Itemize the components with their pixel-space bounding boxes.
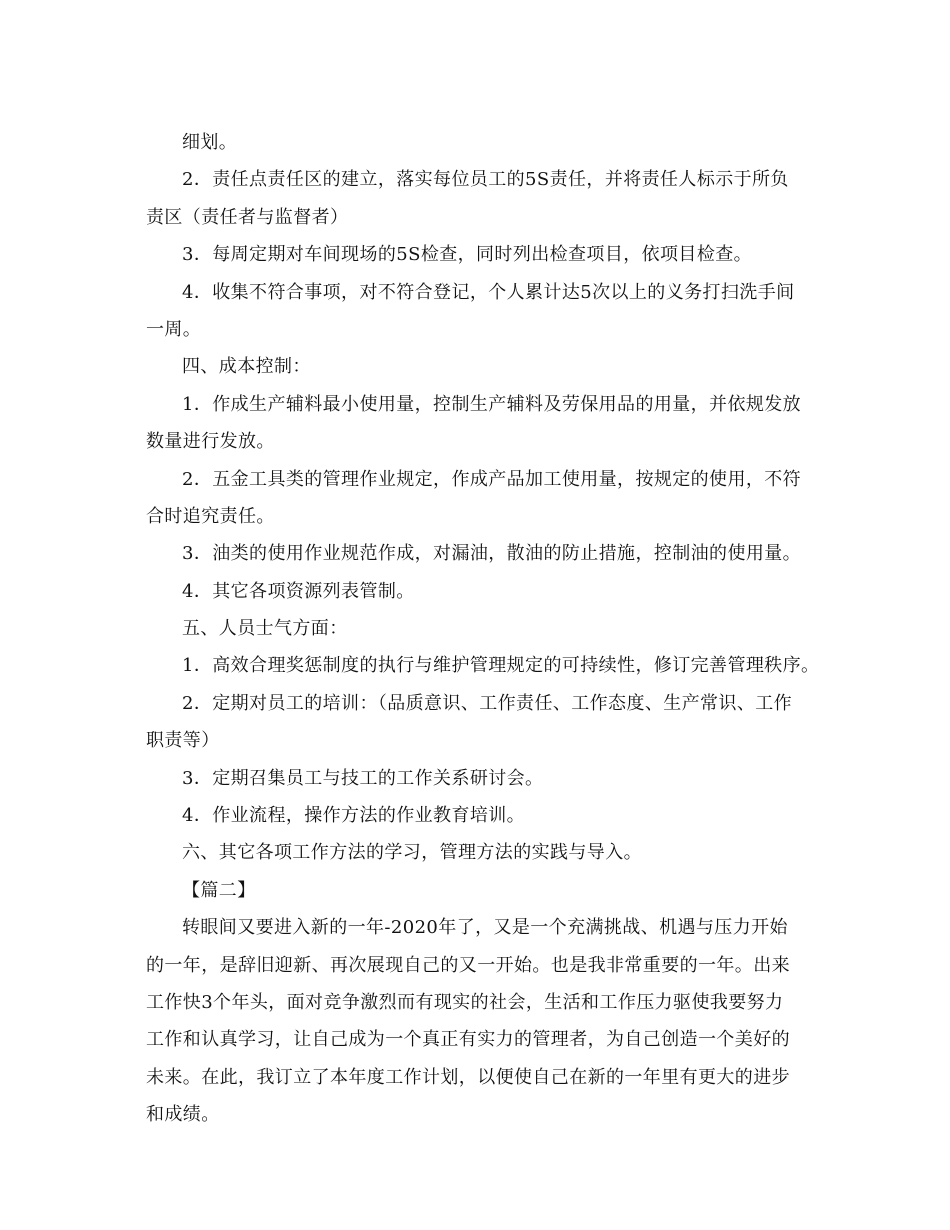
paragraph-line: 2．定期对员工的培训：（品质意识、工作责任、工作态度、生产常识、工作 <box>182 692 793 714</box>
paragraph-line: 4．收集不符合事项，对不符合登记，个人累计达5次以上的义务打扫洗手间 <box>182 281 795 303</box>
paragraph-line: 一周。 <box>146 318 202 340</box>
paragraph-line: 细划。 <box>182 132 238 153</box>
paragraph-line: 4．其它各项资源列表管制。 <box>182 580 415 602</box>
paragraph-line: 数量进行发放。 <box>146 431 275 453</box>
paragraph-line: 和成绩。 <box>146 1104 220 1126</box>
paragraph-line: 1．高效合理奖惩制度的执行与维护管理规定的可持续性，修订完善管理秩序。 <box>182 655 820 677</box>
paragraph-line: 责区（责任者与监督者） <box>146 206 349 228</box>
paragraph-line: 工作和认真学习，让自己成为一个真正有实力的管理者，为自己创造一个美好的 <box>146 1029 790 1051</box>
paragraph-line: 4．作业流程，操作方法的作业教育培训。 <box>182 805 526 827</box>
paragraph-line: 2．五金工具类的管理作业规定，作成产品加工使用量，按规定的使用，不符 <box>182 468 802 490</box>
paragraph-line: 3．定期召集员工与技工的工作关系研讨会。 <box>182 767 544 789</box>
paragraph-line: 工作快3个年头，面对竞争激烈而有现实的社会，生活和工作压力驱使我要努力 <box>146 991 784 1013</box>
paragraph-line: 四、成本控制： <box>182 356 311 378</box>
paragraph-line: 职责等） <box>146 730 220 752</box>
paragraph-line: 3．油类的使用作业规范作成，对漏油，散油的防止措施，控制油的使用量。 <box>182 543 802 565</box>
paragraph-line: 【篇二】 <box>182 879 256 901</box>
document-body <box>146 124 820 1134</box>
paragraph-line: 转眼间又要进入新的一年-2020年了，又是一个充满挑战、机遇与压力开始 <box>182 917 788 939</box>
paragraph-line: 1．作成生产辅料最小使用量，控制生产辅料及劳保用品的用量，并依规发放 <box>182 393 802 415</box>
paragraph-line: 未来。在此，我订立了本年度工作计划，以便使自己在新的一年里有更大的进步 <box>146 1066 790 1088</box>
paragraph-line: 合时追究责任。 <box>146 505 275 527</box>
paragraph-line: 2．责任点责任区的建立，落实每位员工的5S责任，并将责任人标示于所负 <box>182 169 789 191</box>
paragraph-line: 3．每周定期对车间现场的5S检查，同时列出检查项目，依项目检查。 <box>182 244 753 266</box>
paragraph-line: 五、人员士气方面： <box>182 618 348 640</box>
paragraph-line: 的一年，是辞旧迎新、再次展现自己的又一开始。也是我非常重要的一年。出来 <box>146 954 790 976</box>
paragraph-line: 六、其它各项工作方法的学习，管理方法的实践与导入。 <box>182 842 642 864</box>
